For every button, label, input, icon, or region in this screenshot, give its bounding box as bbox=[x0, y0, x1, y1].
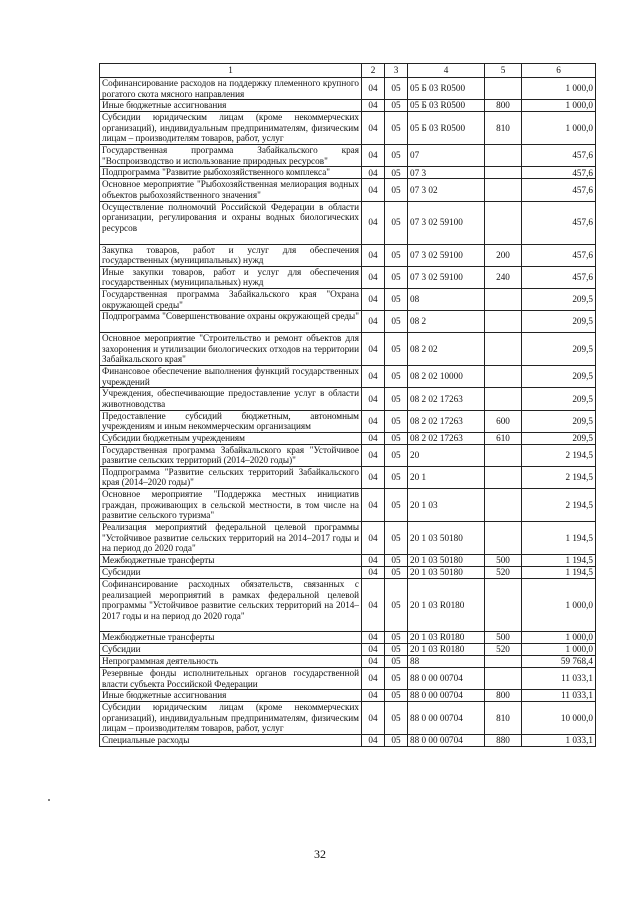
row-name-cell: Подпрограмма "Совершенствование охраны окружающей среды" bbox=[100, 311, 362, 333]
row-section-cell: 04 bbox=[362, 489, 385, 522]
row-target-article-cell: 08 2 02 17263 bbox=[408, 432, 485, 444]
row-name-cell: Финансовое обеспечение выполнения функций государственных учреждений bbox=[100, 366, 362, 388]
row-subsection-cell: 05 bbox=[385, 555, 408, 567]
row-amount-cell: 1 000,0 bbox=[522, 632, 596, 644]
table-row bbox=[100, 388, 596, 410]
row-amount-cell: 457,6 bbox=[522, 167, 596, 179]
row-target-article-cell: 20 1 03 50180 bbox=[408, 567, 485, 579]
row-expense-type-cell: 500 bbox=[485, 632, 522, 644]
row-amount-cell: 209,5 bbox=[522, 388, 596, 410]
row-amount-cell: 1 033,1 bbox=[522, 735, 596, 747]
row-section-cell: 04 bbox=[362, 145, 385, 167]
row-name-cell: Субсидии юридическим лицам (кроме некоммерческих организаций), индивидуальным предпринимателям, физическим лицам – производителям товаров, работ, услуг bbox=[100, 702, 362, 735]
row-section-cell: 04 bbox=[362, 100, 385, 112]
row-target-article-cell: 05 Б 03 R0500 bbox=[408, 112, 485, 145]
row-amount-cell: 2 194,5 bbox=[522, 489, 596, 522]
row-name-cell: Основное мероприятие "Рыбохозяйственная мелиорация водных объектов рыбохозяйственного значения" bbox=[100, 179, 362, 201]
row-target-article-cell: 20 1 03 50180 bbox=[408, 522, 485, 555]
row-expense-type-cell bbox=[485, 145, 522, 167]
row-subsection-cell: 05 bbox=[385, 567, 408, 579]
row-section-cell: 04 bbox=[362, 266, 385, 288]
row-expense-type-cell bbox=[485, 179, 522, 201]
row-expense-type-cell bbox=[485, 167, 522, 179]
row-section-cell: 04 bbox=[362, 690, 385, 702]
row-name-cell: Софинансирование расходных обязательств, связанных с реализацией мероприятий в рамках федеральной целевой программы "Устойчивое развитие сельских территорий на 2014–2017 годы и на период до 2020 года" bbox=[100, 579, 362, 632]
row-amount-cell: 209,5 bbox=[522, 366, 596, 388]
row-amount-cell: 209,5 bbox=[522, 410, 596, 432]
row-expense-type-cell bbox=[485, 311, 522, 333]
table-row bbox=[100, 78, 596, 100]
row-amount-cell: 457,6 bbox=[522, 244, 596, 266]
header-cell-target-article: 4 bbox=[408, 64, 485, 78]
row-amount-cell: 209,5 bbox=[522, 311, 596, 333]
row-subsection-cell: 05 bbox=[385, 444, 408, 466]
row-subsection-cell: 05 bbox=[385, 288, 408, 310]
row-expense-type-cell bbox=[485, 78, 522, 100]
table-row bbox=[100, 112, 596, 145]
header-cell-amount: 6 bbox=[522, 64, 596, 78]
row-subsection-cell: 05 bbox=[385, 735, 408, 747]
row-expense-type-cell: 520 bbox=[485, 644, 522, 656]
row-name-cell: Субсидии bbox=[100, 567, 362, 579]
row-subsection-cell: 05 bbox=[385, 167, 408, 179]
row-expense-type-cell bbox=[485, 489, 522, 522]
row-amount-cell: 209,5 bbox=[522, 432, 596, 444]
row-amount-cell: 2 194,5 bbox=[522, 466, 596, 488]
row-section-cell: 04 bbox=[362, 656, 385, 668]
table-row bbox=[100, 522, 596, 555]
row-section-cell: 04 bbox=[362, 112, 385, 145]
row-expense-type-cell bbox=[485, 668, 522, 690]
table-row bbox=[100, 702, 596, 735]
row-section-cell: 04 bbox=[362, 432, 385, 444]
row-subsection-cell: 05 bbox=[385, 632, 408, 644]
row-name-cell: Непрограммная деятельность bbox=[100, 656, 362, 668]
table-row bbox=[100, 288, 596, 310]
header-cell-subsection: 3 bbox=[385, 64, 408, 78]
row-section-cell: 04 bbox=[362, 555, 385, 567]
row-section-cell: 04 bbox=[362, 333, 385, 366]
row-section-cell: 04 bbox=[362, 735, 385, 747]
row-section-cell: 04 bbox=[362, 288, 385, 310]
row-target-article-cell: 08 2 02 10000 bbox=[408, 366, 485, 388]
row-name-cell: Софинансирование расходов на поддержку племенного крупного рогатого скота мясного направления bbox=[100, 78, 362, 100]
row-target-article-cell: 88 0 00 00704 bbox=[408, 690, 485, 702]
row-amount-cell: 1 000,0 bbox=[522, 78, 596, 100]
row-section-cell: 04 bbox=[362, 579, 385, 632]
row-expense-type-cell bbox=[485, 579, 522, 632]
row-name-cell: Государственная программа Забайкальского края "Устойчивое развитие сельских территорий (2014–2020 годы)" bbox=[100, 444, 362, 466]
row-name-cell: Иные бюджетные ассигнования bbox=[100, 100, 362, 112]
row-name-cell: Осуществление полномочий Российской Федерации в области организации, регулирования и охраны водных биологических ресурсов bbox=[100, 201, 362, 244]
table-row bbox=[100, 100, 596, 112]
row-expense-type-cell: 500 bbox=[485, 555, 522, 567]
row-name-cell: Межбюджетные трансферты bbox=[100, 555, 362, 567]
row-expense-type-cell: 880 bbox=[485, 735, 522, 747]
row-subsection-cell: 05 bbox=[385, 466, 408, 488]
table-row bbox=[100, 266, 596, 288]
row-subsection-cell: 05 bbox=[385, 244, 408, 266]
row-subsection-cell: 05 bbox=[385, 522, 408, 555]
row-section-cell: 04 bbox=[362, 668, 385, 690]
budget-table bbox=[99, 63, 596, 747]
row-subsection-cell: 05 bbox=[385, 201, 408, 244]
row-expense-type-cell: 810 bbox=[485, 702, 522, 735]
table-row bbox=[100, 333, 596, 366]
table-row bbox=[100, 410, 596, 432]
row-amount-cell: 457,6 bbox=[522, 145, 596, 167]
row-section-cell: 04 bbox=[362, 644, 385, 656]
row-target-article-cell: 88 0 00 00704 bbox=[408, 735, 485, 747]
row-target-article-cell: 88 0 00 00704 bbox=[408, 702, 485, 735]
row-section-cell: 04 bbox=[362, 410, 385, 432]
row-expense-type-cell: 610 bbox=[485, 432, 522, 444]
row-amount-cell: 1 194,5 bbox=[522, 567, 596, 579]
row-name-cell: Государственная программа Забайкальского края "Охрана окружающей среды" bbox=[100, 288, 362, 310]
row-target-article-cell: 20 bbox=[408, 444, 485, 466]
table-row bbox=[100, 690, 596, 702]
table-row bbox=[100, 201, 596, 244]
table-row bbox=[100, 466, 596, 488]
row-subsection-cell: 05 bbox=[385, 690, 408, 702]
table-row bbox=[100, 735, 596, 747]
row-target-article-cell: 05 Б 03 R0500 bbox=[408, 100, 485, 112]
row-amount-cell: 2 194,5 bbox=[522, 444, 596, 466]
table-row bbox=[100, 444, 596, 466]
row-expense-type-cell bbox=[485, 201, 522, 244]
row-target-article-cell: 07 3 02 59100 bbox=[408, 201, 485, 244]
row-section-cell: 04 bbox=[362, 702, 385, 735]
table-row bbox=[100, 567, 596, 579]
row-section-cell: 04 bbox=[362, 567, 385, 579]
table-row bbox=[100, 579, 596, 632]
row-subsection-cell: 05 bbox=[385, 432, 408, 444]
row-name-cell: Подпрограмма "Развитие сельских территорий Забайкальского края (2014–2020 годы)" bbox=[100, 466, 362, 488]
row-subsection-cell: 05 bbox=[385, 702, 408, 735]
row-subsection-cell: 05 bbox=[385, 656, 408, 668]
row-amount-cell: 457,6 bbox=[522, 266, 596, 288]
row-section-cell: 04 bbox=[362, 522, 385, 555]
row-amount-cell: 1 194,5 bbox=[522, 555, 596, 567]
row-subsection-cell: 05 bbox=[385, 100, 408, 112]
row-target-article-cell: 20 1 03 R0180 bbox=[408, 579, 485, 632]
table-row bbox=[100, 632, 596, 644]
table-row bbox=[100, 668, 596, 690]
row-amount-cell: 457,6 bbox=[522, 179, 596, 201]
row-name-cell: Подпрограмма "Развитие рыбохозяйственного комплекса" bbox=[100, 167, 362, 179]
row-name-cell: Основное мероприятие "Поддержка местных инициатив граждан, проживающих в сельской местности, в том числе на развитие сельского туризма" bbox=[100, 489, 362, 522]
row-subsection-cell: 05 bbox=[385, 78, 408, 100]
row-section-cell: 04 bbox=[362, 179, 385, 201]
row-name-cell: Предоставление субсидий бюджетным, автономным учреждениям и иным некоммерческим организациям bbox=[100, 410, 362, 432]
row-section-cell: 04 bbox=[362, 201, 385, 244]
row-expense-type-cell: 800 bbox=[485, 100, 522, 112]
row-expense-type-cell: 200 bbox=[485, 244, 522, 266]
row-target-article-cell: 07 3 bbox=[408, 167, 485, 179]
row-subsection-cell: 05 bbox=[385, 145, 408, 167]
row-target-article-cell: 88 0 00 00704 bbox=[408, 668, 485, 690]
row-amount-cell: 1 000,0 bbox=[522, 100, 596, 112]
row-subsection-cell: 05 bbox=[385, 644, 408, 656]
row-name-cell: Субсидии bbox=[100, 644, 362, 656]
scan-speck bbox=[48, 799, 50, 801]
row-subsection-cell: 05 bbox=[385, 366, 408, 388]
row-expense-type-cell: 520 bbox=[485, 567, 522, 579]
table-row bbox=[100, 167, 596, 179]
row-name-cell: Иные закупки товаров, работ и услуг для обеспечения государственных (муниципальных) нужд bbox=[100, 266, 362, 288]
row-amount-cell: 209,5 bbox=[522, 288, 596, 310]
row-subsection-cell: 05 bbox=[385, 311, 408, 333]
row-amount-cell: 11 033,1 bbox=[522, 668, 596, 690]
row-name-cell: Учреждения, обеспечивающие предоставление услуг в области животноводства bbox=[100, 388, 362, 410]
row-target-article-cell: 05 Б 03 R0500 bbox=[408, 78, 485, 100]
row-expense-type-cell: 800 bbox=[485, 690, 522, 702]
page-number: 32 bbox=[314, 847, 326, 861]
row-target-article-cell: 20 1 03 R0180 bbox=[408, 632, 485, 644]
table-row bbox=[100, 366, 596, 388]
row-name-cell: Субсидии бюджетным учреждениям bbox=[100, 432, 362, 444]
row-target-article-cell: 08 2 02 17263 bbox=[408, 410, 485, 432]
row-amount-cell: 1 000,0 bbox=[522, 112, 596, 145]
row-target-article-cell: 07 3 02 59100 bbox=[408, 266, 485, 288]
row-section-cell: 04 bbox=[362, 244, 385, 266]
row-amount-cell: 209,5 bbox=[522, 333, 596, 366]
row-subsection-cell: 05 bbox=[385, 266, 408, 288]
header-cell-name: 1 bbox=[100, 64, 362, 78]
row-amount-cell: 1 000,0 bbox=[522, 644, 596, 656]
row-amount-cell: 59 768,4 bbox=[522, 656, 596, 668]
row-subsection-cell: 05 bbox=[385, 410, 408, 432]
row-amount-cell: 1 000,0 bbox=[522, 579, 596, 632]
table-row bbox=[100, 656, 596, 668]
row-section-cell: 04 bbox=[362, 366, 385, 388]
row-expense-type-cell bbox=[485, 522, 522, 555]
row-target-article-cell: 07 3 02 bbox=[408, 179, 485, 201]
row-section-cell: 04 bbox=[362, 632, 385, 644]
row-subsection-cell: 05 bbox=[385, 388, 408, 410]
row-section-cell: 04 bbox=[362, 466, 385, 488]
row-amount-cell: 10 000,0 bbox=[522, 702, 596, 735]
row-expense-type-cell bbox=[485, 656, 522, 668]
row-expense-type-cell: 810 bbox=[485, 112, 522, 145]
row-name-cell: Иные бюджетные ассигнования bbox=[100, 690, 362, 702]
row-amount-cell: 1 194,5 bbox=[522, 522, 596, 555]
row-target-article-cell: 08 2 02 17263 bbox=[408, 388, 485, 410]
row-subsection-cell: 05 bbox=[385, 112, 408, 145]
row-expense-type-cell: 240 bbox=[485, 266, 522, 288]
row-target-article-cell: 20 1 03 50180 bbox=[408, 555, 485, 567]
row-amount-cell: 457,6 bbox=[522, 201, 596, 244]
table-row bbox=[100, 244, 596, 266]
row-subsection-cell: 05 bbox=[385, 668, 408, 690]
table-row bbox=[100, 432, 596, 444]
row-expense-type-cell: 600 bbox=[485, 410, 522, 432]
row-target-article-cell: 20 1 bbox=[408, 466, 485, 488]
table-header-row bbox=[100, 64, 596, 78]
row-target-article-cell: 07 bbox=[408, 145, 485, 167]
table-row bbox=[100, 311, 596, 333]
row-target-article-cell: 08 2 02 bbox=[408, 333, 485, 366]
table-row bbox=[100, 489, 596, 522]
header-cell-expense-type: 5 bbox=[485, 64, 522, 78]
row-name-cell: Закупка товаров, работ и услуг для обеспечения государственных (муниципальных) нужд bbox=[100, 244, 362, 266]
header-cell-section: 2 bbox=[362, 64, 385, 78]
row-name-cell: Резервные фонды исполнительных органов государственной власти субъекта Российской Федерации bbox=[100, 668, 362, 690]
row-subsection-cell: 05 bbox=[385, 179, 408, 201]
table-row bbox=[100, 555, 596, 567]
table-row bbox=[100, 179, 596, 201]
row-section-cell: 04 bbox=[362, 311, 385, 333]
row-name-cell: Субсидии юридическим лицам (кроме некоммерческих организаций), индивидуальным предпринимателям, физическим лицам – производителям товаров, работ, услуг bbox=[100, 112, 362, 145]
row-expense-type-cell bbox=[485, 288, 522, 310]
row-section-cell: 04 bbox=[362, 444, 385, 466]
row-subsection-cell: 05 bbox=[385, 579, 408, 632]
table-row bbox=[100, 145, 596, 167]
row-expense-type-cell bbox=[485, 444, 522, 466]
row-target-article-cell: 08 2 bbox=[408, 311, 485, 333]
row-subsection-cell: 05 bbox=[385, 333, 408, 366]
row-expense-type-cell bbox=[485, 333, 522, 366]
row-expense-type-cell bbox=[485, 466, 522, 488]
row-section-cell: 04 bbox=[362, 167, 385, 179]
row-amount-cell: 11 033,1 bbox=[522, 690, 596, 702]
row-subsection-cell: 05 bbox=[385, 489, 408, 522]
row-target-article-cell: 20 1 03 bbox=[408, 489, 485, 522]
row-section-cell: 04 bbox=[362, 388, 385, 410]
row-name-cell: Реализация мероприятий федеральной целевой программы "Устойчивое развитие сельских территорий на 2014–2017 годы и на период до 2020 года" bbox=[100, 522, 362, 555]
row-expense-type-cell bbox=[485, 366, 522, 388]
row-name-cell: Государственная программа Забайкальского края "Воспроизводство и использование природных ресурсов" bbox=[100, 145, 362, 167]
row-target-article-cell: 88 bbox=[408, 656, 485, 668]
row-name-cell: Специальные расходы bbox=[100, 735, 362, 747]
row-expense-type-cell bbox=[485, 388, 522, 410]
row-target-article-cell: 07 3 02 59100 bbox=[408, 244, 485, 266]
row-target-article-cell: 08 bbox=[408, 288, 485, 310]
row-name-cell: Основное мероприятие "Строительство и ремонт объектов для захоронения и утилизации биологических отходов на территории Забайкальского края" bbox=[100, 333, 362, 366]
row-name-cell: Межбюджетные трансферты bbox=[100, 632, 362, 644]
table-row bbox=[100, 644, 596, 656]
row-section-cell: 04 bbox=[362, 78, 385, 100]
row-target-article-cell: 20 1 03 R0180 bbox=[408, 644, 485, 656]
